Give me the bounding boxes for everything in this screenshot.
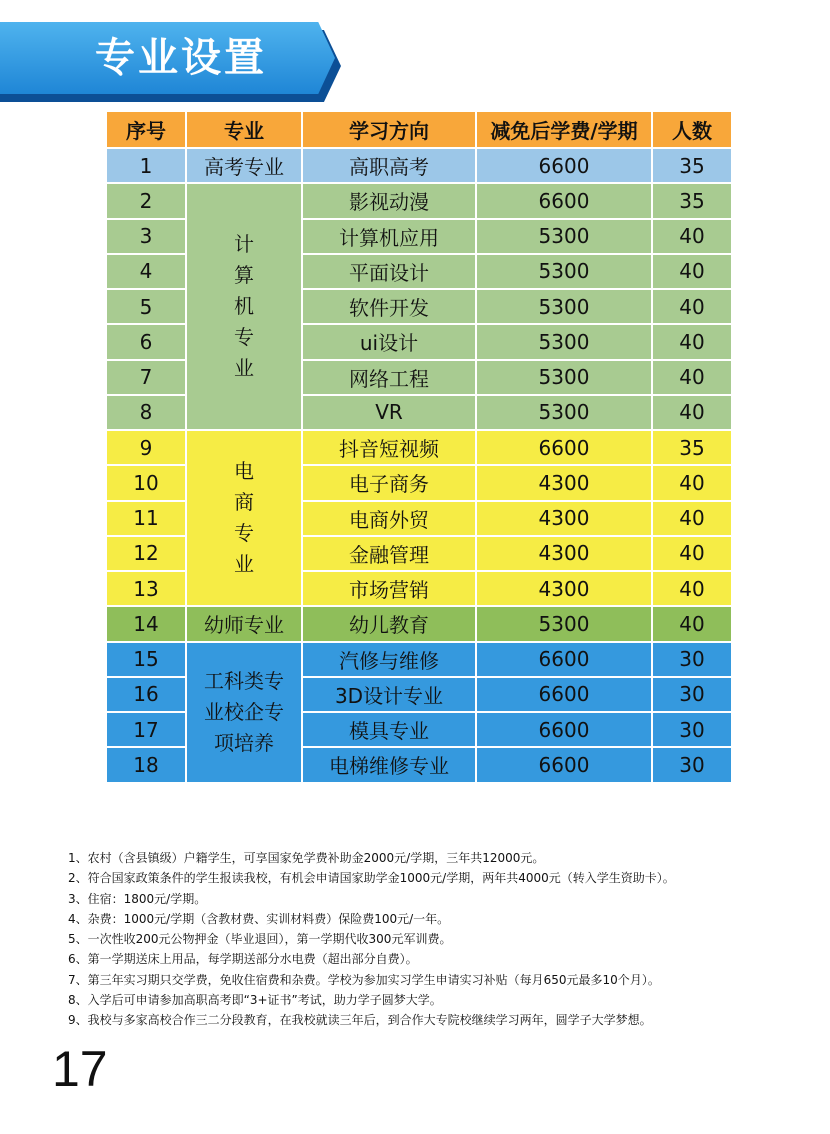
major-fee-table <box>105 110 733 784</box>
row-count: 30 <box>652 677 732 712</box>
row-count: 30 <box>652 712 732 747</box>
note-item: 4、杂费：1000元/学期（含教材费、实训材料费）保险费100元/一年。 <box>68 911 450 926</box>
row-fee: 5300 <box>476 395 652 430</box>
row-no: 3 <box>106 219 186 254</box>
note-item: 1、农村（含县镇级）户籍学生，可享国家免学费补助金2000元/学期，三年共12000元。 <box>68 851 545 865</box>
major-cell <box>186 183 302 430</box>
row-no: 12 <box>106 536 186 571</box>
row-fee: 6600 <box>476 677 652 712</box>
row-no: 2 <box>106 183 186 218</box>
major-cell <box>186 430 302 606</box>
row-fee: 4300 <box>476 501 652 536</box>
note-item: 7、第三年实习期只交学费，免收住宿费和杂费。学校为参加实习学生申请实习补贴（每月650元最多10个月）。 <box>68 972 660 987</box>
row-direction: 平面设计 <box>302 254 476 289</box>
notes-list <box>68 848 808 1031</box>
row-count: 30 <box>652 747 732 782</box>
row-count: 40 <box>652 289 732 324</box>
row-count: 40 <box>652 395 732 430</box>
row-no: 6 <box>106 324 186 359</box>
row-fee: 6600 <box>476 642 652 677</box>
row-direction: 市场营销 <box>302 571 476 606</box>
note-item: 5、一次性收200元公物押金（毕业退回），第一学期代收300元军训费。 <box>68 932 452 947</box>
row-no: 16 <box>106 677 186 712</box>
row-direction: 汽修与维修 <box>302 642 476 677</box>
row-no: 1 <box>106 148 186 183</box>
note-item: 3、住宿：1800元/学期。 <box>68 891 207 906</box>
major-line: 算 <box>234 263 254 288</box>
table-row <box>106 642 732 677</box>
row-fee: 4300 <box>476 571 652 606</box>
row-direction: 影视动漫 <box>302 183 476 218</box>
row-count: 40 <box>652 254 732 289</box>
row-fee: 5300 <box>476 606 652 641</box>
row-count: 35 <box>652 430 732 465</box>
row-count: 40 <box>652 536 732 571</box>
table-row <box>106 148 732 183</box>
row-direction: 高职高考 <box>302 148 476 183</box>
col-header-major: 专业 <box>186 111 302 148</box>
row-direction: 幼儿教育 <box>302 606 476 641</box>
row-no: 18 <box>106 747 186 782</box>
major-cell: 高考专业 <box>186 148 302 183</box>
row-fee: 6600 <box>476 148 652 183</box>
row-fee: 6600 <box>476 183 652 218</box>
row-no: 7 <box>106 360 186 395</box>
row-direction: 电梯维修专业 <box>302 747 476 782</box>
row-no: 11 <box>106 501 186 536</box>
row-fee: 5300 <box>476 360 652 395</box>
row-count: 35 <box>652 183 732 218</box>
row-no: 4 <box>106 254 186 289</box>
row-count: 30 <box>652 642 732 677</box>
row-direction: 软件开发 <box>302 289 476 324</box>
table-row <box>106 183 732 218</box>
col-header-no: 序号 <box>106 111 186 148</box>
row-direction: 计算机应用 <box>302 219 476 254</box>
row-fee: 4300 <box>476 536 652 571</box>
row-fee: 6600 <box>476 712 652 747</box>
major-line: 工科类专 <box>204 668 284 693</box>
major-line: 机 <box>234 294 254 319</box>
row-direction: 电子商务 <box>302 465 476 500</box>
note-item: 8、入学后可申请参加高职高考即“3+证书”考试，助力学子圆梦大学。 <box>68 993 442 1008</box>
row-fee: 4300 <box>476 465 652 500</box>
row-direction: VR <box>302 395 476 430</box>
note-item: 9、我校与多家高校合作三二分段教育，在我校就读三年后，到合作大专院校继续学习两年，圆学子大学梦想。 <box>68 1013 652 1028</box>
table-row <box>106 606 732 641</box>
row-count: 35 <box>652 148 732 183</box>
major-line: 专 <box>234 325 254 350</box>
table-header-row <box>106 111 732 148</box>
row-no: 17 <box>106 712 186 747</box>
major-line: 业 <box>234 552 254 577</box>
row-no: 10 <box>106 465 186 500</box>
row-count: 40 <box>652 324 732 359</box>
col-header-direction: 学习方向 <box>302 111 476 148</box>
row-no: 13 <box>106 571 186 606</box>
row-fee: 5300 <box>476 219 652 254</box>
note-item: 6、第一学期送床上用品，每学期送部分水电费（超出部分自费）。 <box>68 952 418 967</box>
table-row <box>106 430 732 465</box>
major-line: 业 <box>234 356 254 381</box>
row-no: 14 <box>106 606 186 641</box>
row-no: 9 <box>106 430 186 465</box>
row-direction: ui设计 <box>302 324 476 359</box>
row-fee: 6600 <box>476 430 652 465</box>
page-number: 17 <box>52 1041 108 1097</box>
row-fee: 6600 <box>476 747 652 782</box>
col-header-count: 人数 <box>652 111 732 148</box>
row-count: 40 <box>652 606 732 641</box>
row-count: 40 <box>652 360 732 395</box>
row-direction: 金融管理 <box>302 536 476 571</box>
row-direction: 模具专业 <box>302 712 476 747</box>
row-count: 40 <box>652 465 732 500</box>
row-direction: 3D设计专业 <box>302 677 476 712</box>
major-cell: 幼师专业 <box>186 606 302 641</box>
row-count: 40 <box>652 501 732 536</box>
major-line: 项培养 <box>214 730 274 755</box>
row-no: 5 <box>106 289 186 324</box>
page-title: 专业设置 <box>95 35 267 81</box>
row-direction: 网络工程 <box>302 360 476 395</box>
row-direction: 电商外贸 <box>302 501 476 536</box>
major-line: 商 <box>234 490 254 515</box>
major-cell <box>186 642 302 783</box>
row-count: 40 <box>652 571 732 606</box>
row-no: 15 <box>106 642 186 677</box>
row-fee: 5300 <box>476 254 652 289</box>
note-item: 2、符合国家政策条件的学生报读我校，有机会申请国家助学金1000元/学期，两年共4000元（转入学生资助卡）。 <box>68 871 675 886</box>
major-line: 业校企专 <box>204 699 284 724</box>
major-line: 计 <box>234 232 254 257</box>
major-line: 专 <box>234 521 254 546</box>
col-header-fee: 减免后学费/学期 <box>476 111 652 148</box>
row-direction: 抖音短视频 <box>302 430 476 465</box>
row-fee: 5300 <box>476 289 652 324</box>
row-count: 40 <box>652 219 732 254</box>
row-no: 8 <box>106 395 186 430</box>
row-fee: 5300 <box>476 324 652 359</box>
major-line: 电 <box>234 459 254 484</box>
